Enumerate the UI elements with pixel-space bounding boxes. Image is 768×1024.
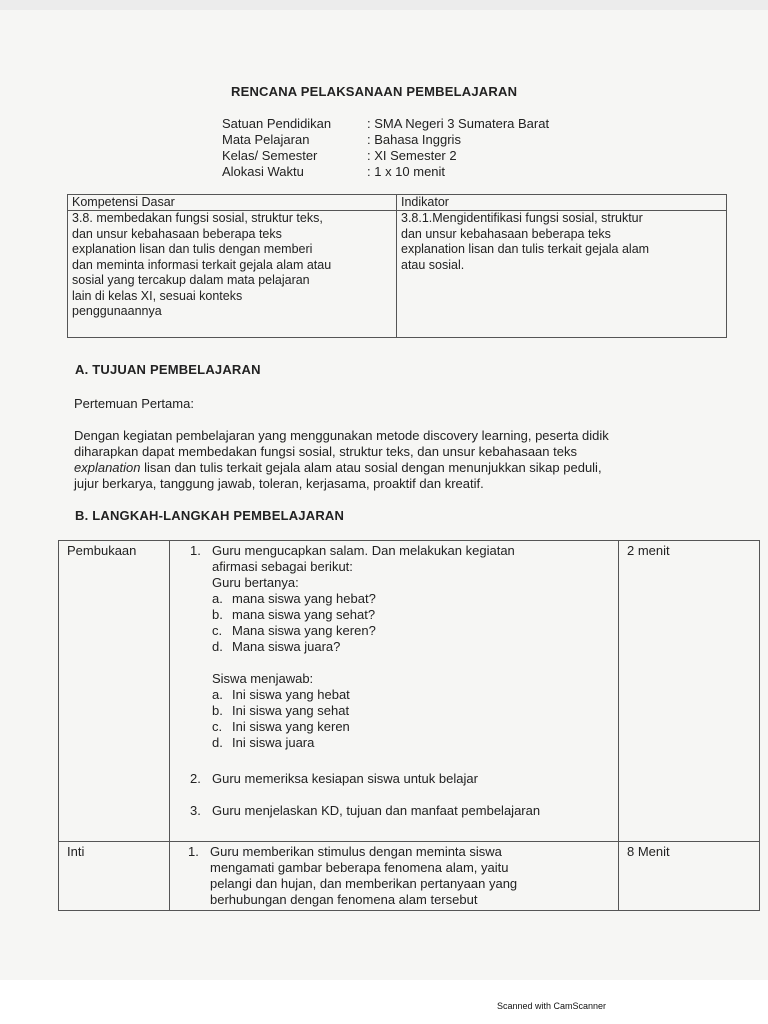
item-letter: a.	[212, 591, 223, 606]
step-line: pelangi dan hujan, dan memberikan pertanyaan yang	[210, 876, 518, 891]
item-letter: a.	[212, 687, 223, 702]
spacer	[212, 655, 610, 671]
item-text: Ini siswa yang keren	[232, 719, 350, 734]
objective-line: Dengan kegiatan pembelajaran yang menggunakan metode discovery learning, peserta didik	[74, 428, 609, 443]
kd-line: sosial yang tercakup dalam mata pelajaran	[72, 273, 310, 287]
meta-label: Alokasi Waktu	[222, 164, 304, 179]
kd-cell	[68, 211, 397, 338]
step-line: afirmasi sebagai berikut:	[212, 559, 353, 574]
step-row-inti	[59, 842, 760, 911]
meta-value: : SMA Negeri 3 Sumatera Barat	[367, 116, 550, 131]
document-meta	[222, 116, 549, 180]
item-letter: c.	[212, 719, 223, 734]
item-text: Ini siswa juara	[232, 735, 315, 750]
spacer	[178, 751, 610, 771]
section-a-heading: A. TUJUAN PEMBELAJARAN	[75, 362, 261, 377]
activity-step	[178, 543, 610, 751]
item-text: mana siswa yang hebat?	[232, 591, 376, 606]
item-text: Mana siswa juara?	[232, 639, 341, 654]
step-line: Guru memberikan stimulus dengan meminta siswa	[210, 844, 502, 859]
indicator-line: atau sosial.	[401, 257, 465, 272]
answer-item	[212, 687, 610, 703]
indicator-header: Indikator	[397, 195, 727, 211]
phase-cell: Inti	[59, 842, 170, 911]
step-number: 1.	[190, 543, 201, 558]
document-title: RENCANA PELAKSANAAN PEMBELAJARAN	[231, 84, 518, 99]
indicator-line: dan unsur kebahasaan beberapa teks	[401, 226, 611, 241]
step-line: Guru menjelaskan KD, tujuan dan manfaat pembelajaran	[212, 803, 541, 818]
meta-row	[222, 132, 549, 148]
steps-table	[58, 540, 760, 911]
indicator-line: explanation lisan dan tulis terkait gejala alam	[401, 242, 650, 256]
step-line: Guru memeriksa kesiapan siswa untuk belajar	[212, 771, 478, 786]
activity-step	[178, 844, 610, 908]
meta-label: Satuan Pendidikan	[222, 116, 332, 131]
step-number: 1.	[188, 844, 199, 859]
item-letter: d.	[212, 735, 223, 750]
objective-paragraph	[74, 428, 714, 492]
step-number: 3.	[190, 803, 201, 818]
activity-step	[178, 803, 610, 819]
meta-label: Kelas/ Semester	[222, 148, 318, 163]
step-number: 2.	[190, 771, 201, 786]
activity-cell	[170, 842, 619, 911]
objective-line: diharapkan dapat membedakan fungsi sosial, struktur teks, dan unsur kebahasaan teks	[74, 444, 577, 459]
meta-value: : XI Semester 2	[367, 148, 457, 163]
time-cell: 8 Menit	[619, 842, 760, 911]
step-body	[212, 543, 610, 751]
item-text: Mana siswa yang keren?	[232, 623, 376, 638]
kd-line: 3.8. membedakan fungsi sosial, struktur teks,	[72, 211, 323, 225]
kd-line: dan unsur kebahasaan beberapa teks	[72, 226, 282, 241]
item-letter: b.	[212, 703, 223, 718]
indicator-line: 3.8.1.Mengidentifikasi fungsi sosial, struktur	[401, 211, 643, 225]
answer-item	[212, 703, 610, 719]
question-item	[212, 639, 610, 655]
step-line: Guru mengucapkan salam. Dan melakukan kegiatan	[212, 543, 515, 558]
phase-cell: Pembukaan	[59, 541, 170, 842]
time-cell: 2 menit	[619, 541, 760, 842]
step-line: Guru bertanya:	[212, 575, 299, 590]
kd-line: dan meminta informasi terkait gejala alam atau	[72, 257, 332, 272]
question-item	[212, 591, 610, 607]
item-text: mana siswa yang sehat?	[232, 607, 376, 622]
scanner-watermark: Scanned with CamScanner	[497, 1001, 607, 1011]
footer-band	[0, 980, 768, 1024]
item-letter: d.	[212, 639, 223, 654]
meta-value: : 1 x 10 menit	[367, 164, 446, 179]
objective-line: jujur berkarya, tanggung jawab, toleran, kerjasama, proaktif dan kreatif.	[74, 476, 484, 491]
step-row-pembukaan	[59, 541, 760, 842]
question-item	[212, 623, 610, 639]
objective-line	[74, 460, 714, 476]
section-b-heading: B. LANGKAH-LANGKAH PEMBELAJARAN	[75, 508, 345, 523]
meta-row	[222, 164, 549, 180]
kd-header: Kompetensi Dasar	[68, 195, 397, 211]
kd-line: penggunaannya	[72, 304, 162, 318]
answer-label: Siswa menjawab:	[212, 671, 314, 686]
meeting-label: Pertemuan Pertama:	[74, 396, 194, 411]
answer-item	[212, 735, 610, 751]
question-item	[212, 607, 610, 623]
kd-line: lain di kelas XI, sesuai konteks	[72, 288, 243, 303]
spacer	[178, 787, 610, 803]
item-letter: b.	[212, 607, 223, 622]
competency-table	[67, 194, 727, 338]
meta-row	[222, 148, 549, 164]
activity-cell	[170, 541, 619, 842]
step-line: mengamati gambar beberapa fenomena alam, yaitu	[210, 860, 509, 875]
objective-text: lisan dan tulis terkait gejala alam atau sosial dengan menunjukkan sikap peduli,	[140, 460, 602, 475]
meta-value: : Bahasa Inggris	[367, 132, 461, 147]
item-text: Ini siswa yang sehat	[232, 703, 350, 718]
indicator-cell	[397, 211, 727, 338]
step-line: berhubungan dengan fenomena alam tersebut	[210, 892, 478, 907]
kd-line: explanation lisan dan tulis dengan memberi	[72, 242, 313, 256]
meta-label: Mata Pelajaran	[222, 132, 310, 147]
item-text: Ini siswa yang hebat	[232, 687, 350, 702]
objective-italic: explanation	[74, 460, 141, 475]
answer-item	[212, 719, 610, 735]
step-body	[210, 844, 610, 908]
item-letter: c.	[212, 623, 223, 638]
meta-row	[222, 116, 549, 132]
activity-step	[178, 771, 610, 787]
